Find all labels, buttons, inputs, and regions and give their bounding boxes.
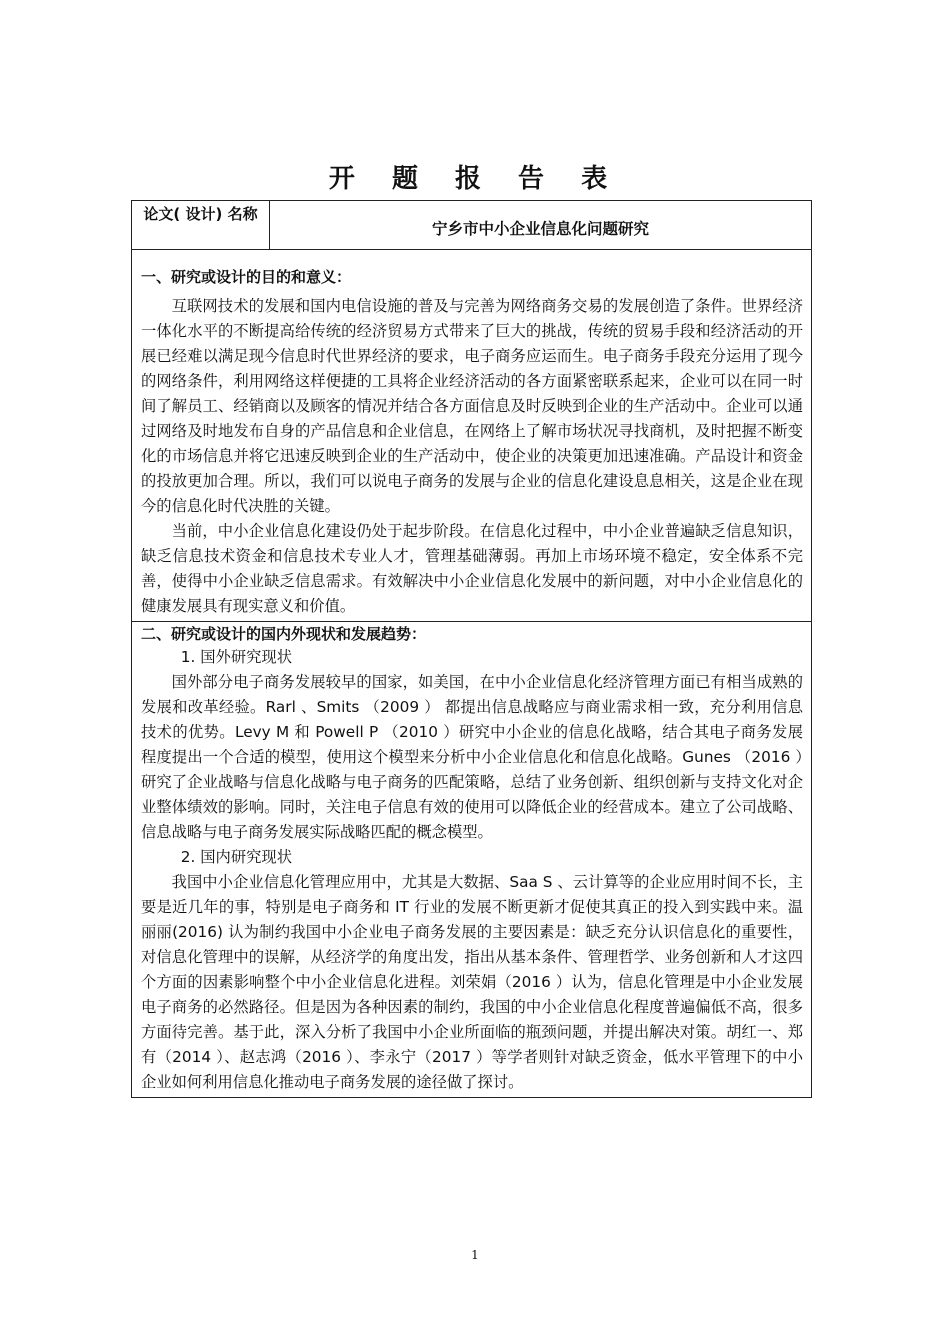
page-number: 1	[471, 1248, 479, 1262]
section-status	[132, 622, 812, 1098]
section-purpose-heading: 一、研究或设计的目的和意义：	[141, 268, 352, 286]
section-status-heading: 二、研究或设计的国内外现状和发展趋势：	[141, 625, 427, 643]
page-title: 开 题 报 告 表	[328, 164, 622, 194]
foreign-research-paragraph: 国外部分电子商务发展较早的国家，如美国，在中小企业信息化经济管理方面已有相当成熟的发展和改革经验。Rarl 、Smits （2009 ） 都提出信息战略应与商业需求相一致，充分利用信息技术的优势。Levy M 和 Powell P （2010 ）研究中小企业的信息化战略，结合其电子商务发展程度提出一个合适的模型，使用这个模型来分析中小企业信息化和信息化战略。Gunes （2016 ）研究了企业战略与信息化战略与电子商务的匹配策略，总结了业务创新、组织创新与支持文化对企业整体绩效的影响。同时，关注电子信息有效的使用可以降低企业的经营成本。建立了公司战略、信息战略与电子商务发展实际战略匹配的概念模型。	[141, 673, 803, 841]
section-status-row	[132, 622, 812, 1098]
purpose-paragraph-1: 互联网技术的发展和国内电信设施的普及与完善为网络商务交易的发展创造了条件。世界经济一体化水平的不断提高给传统的经济贸易方式带来了巨大的挑战，传统的贸易手段和经济活动的开展已经难以满足现今信息时代世界经济的要求，电子商务应运而生。电子商务手段充分运用了现今的网络条件，利用网络这样便捷的工具将企业经济活动的各方面紧密联系起来，企业可以在同一时间了解员工、经销商以及顾客的情况并结合各方面信息及时反映到企业的生产活动中。企业可以通过网络及时地发布自身的产品信息和企业信息，在网络上了解市场状况寻找商机，及时把握不断变化的市场信息并将它迅速反映到企业的生产活动中，使企业的决策更加迅速准确。产品设计和资金的投放更加合理。所以，我们可以说电子商务的发展与企业的信息化建设息息相关，这是企业在现今的信息化时代决胜的关键。	[141, 297, 803, 515]
thesis-name-value: 宁乡市中小企业信息化问题研究	[270, 201, 812, 250]
purpose-paragraph-2: 当前，中小企业信息化建设仍处于起步阶段。在信息化过程中，中小企业普遍缺乏信息知识，缺乏信息技术资金和信息技术专业人才，管理基础薄弱。再加上市场环境不稳定，安全体系不完善，使得中小企业缺乏信息需求。有效解决中小企业信息化发展中的新问题，对中小企业信息化的健康发展具有现实意义和价值。	[141, 522, 803, 615]
thesis-row	[132, 201, 812, 250]
report-table	[131, 200, 812, 1098]
foreign-research-heading: 1. 国外研究现状	[180, 648, 293, 666]
domestic-research-paragraph: 我国中小企业信息化管理应用中，尤其是大数据、Saa S 、云计算等的企业应用时间不长，主要是近几年的事，特别是电子商务和 IT 行业的发展不断更新才促使其真正的投入到实践中来。温丽丽(2016) 认为制约我国中小企业电子商务发展的主要因素是：缺乏充分认识信息化的重要性，对信息化管理中的误解，从经济学的角度出发，指出从基本条件、管理哲学、业务创新和人才这四个方面的因素影响整个中小企业信息化进程。刘荣娟（2016 ）认为，信息化管理是中小企业发展电子商务的必然路径。但是因为各种因素的制约，我国的中小企业信息化程度普遍偏低不高，很多方面待完善。基于此，深入分析了我国中小企业所面临的瓶颈问题，并提出解决对策。胡红一、郑有（2014 ）、赵志鸿（2016 ）、李永宁（2017 ）等学者则针对缺乏资金，低水平管理下的中小企业如何利用信息化推动电子商务发展的途径做了探讨。	[141, 873, 803, 1091]
thesis-name-label: 论文( 设计) 名称	[132, 201, 270, 250]
domestic-research-heading: 2. 国内研究现状	[180, 848, 293, 866]
section-purpose	[132, 250, 812, 622]
section-purpose-row	[132, 250, 812, 622]
